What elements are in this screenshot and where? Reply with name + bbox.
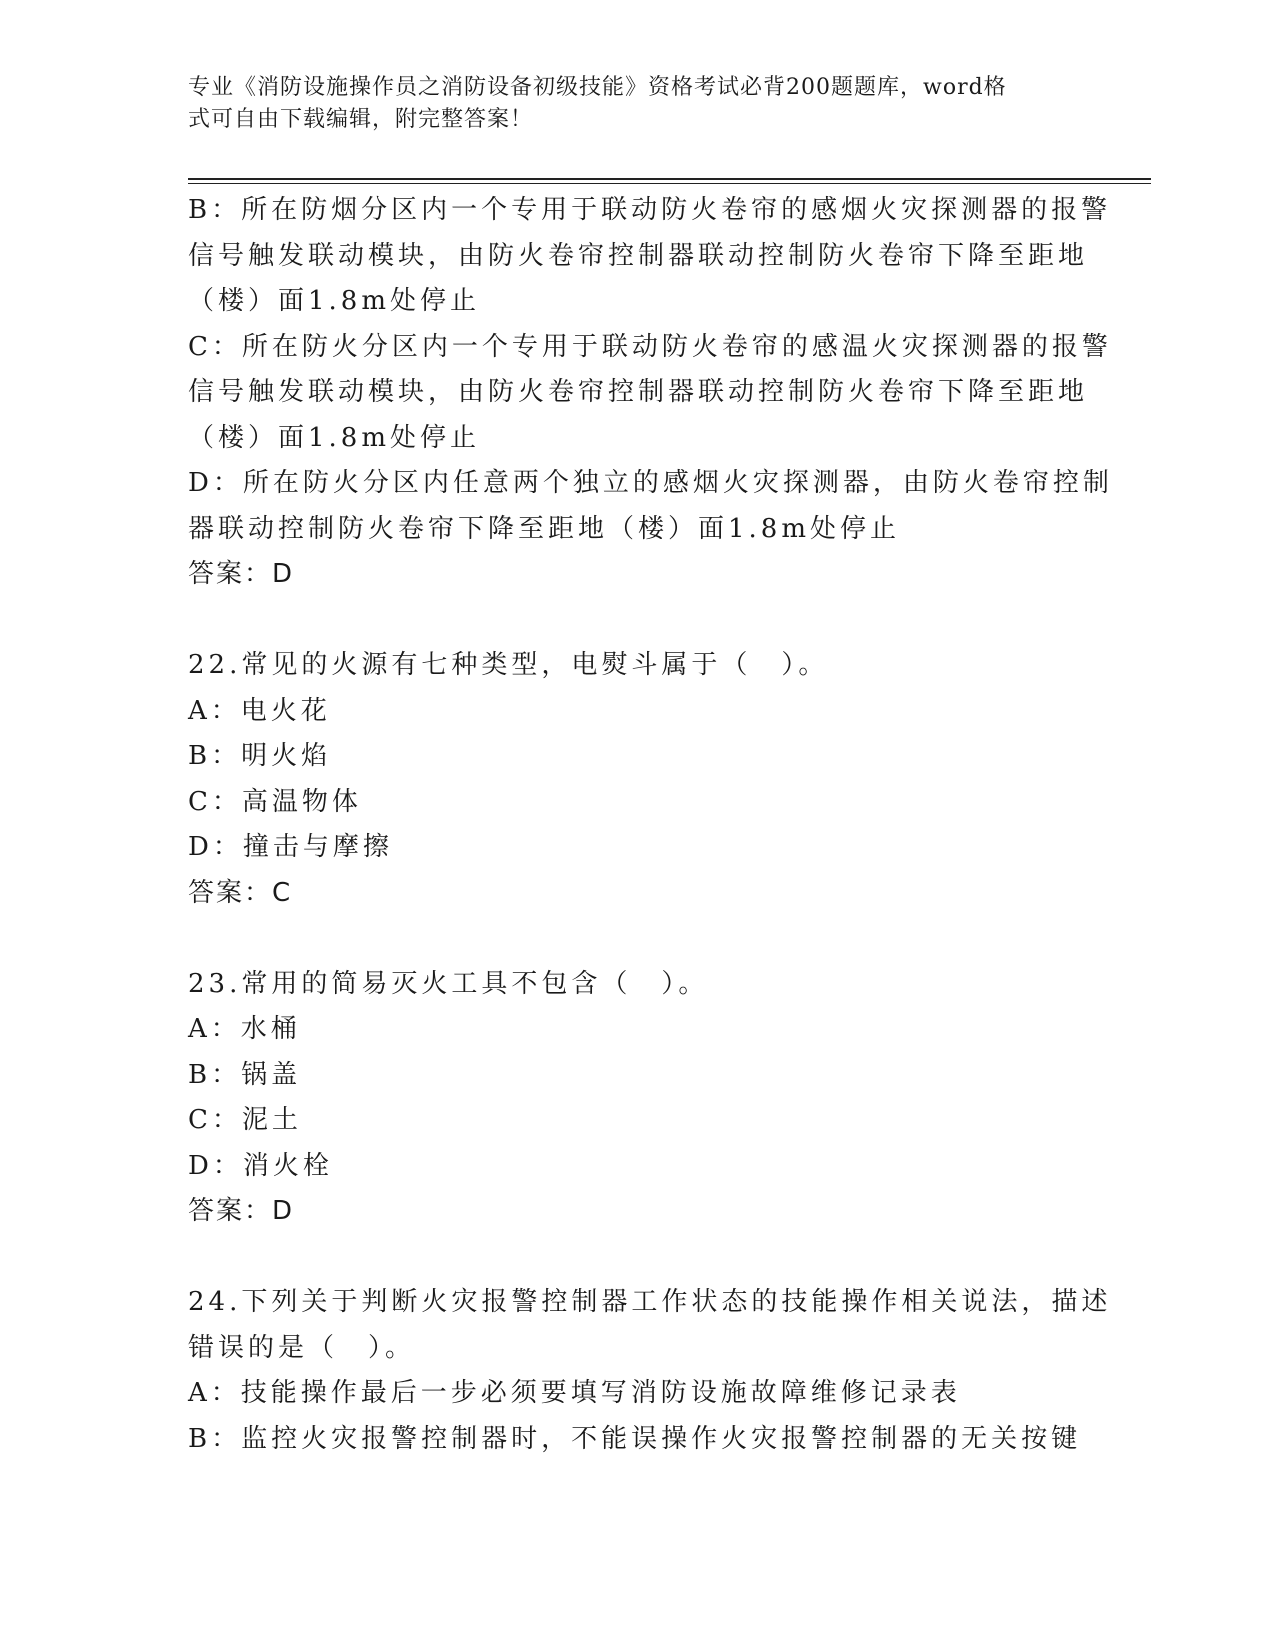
question-22 <box>188 643 1088 916</box>
answer-23: 答案：D <box>188 1196 295 1226</box>
spacer <box>188 598 1088 644</box>
question-24-stem-line-2: 错误的是（ ）。 <box>188 1332 416 1363</box>
header-rule-thin <box>188 183 1151 184</box>
option-d-line-1: D：所在防火分区内任意两个独立的感烟火灾探测器，由防火卷帘控制 <box>188 468 1113 498</box>
question-24-option-a: A：技能操作最后一步必须要填写消防设施故障维修记录表 <box>188 1378 961 1408</box>
question-23-option-d: D：消火栓 <box>188 1150 333 1181</box>
header-line-2: 式可自由下载编辑，附完整答案！ <box>188 107 534 132</box>
question-21-continued <box>188 188 1113 598</box>
option-c-line-2: 信号触发联动模块，由防火卷帘控制器联动控制防火卷帘下降至距地 <box>188 377 1089 407</box>
option-b-line-2: 信号触发联动模块，由防火卷帘控制器联动控制防火卷帘下降至距地 <box>188 240 1089 271</box>
question-22-option-d: D：撞击与摩擦 <box>188 832 393 862</box>
option-c-line-3: （楼）面1.8m处停止 <box>188 422 481 453</box>
option-b-line-1: B：所在防烟分区内一个专用于联动防火卷帘的感烟火灾探测器的报警 <box>188 195 1112 225</box>
spacer <box>188 1235 1088 1281</box>
question-24-stem-line-1: 24.下列关于判断火灾报警控制器工作状态的技能操作相关说法，描述 <box>188 1287 1112 1317</box>
question-22-stem: 22.常见的火源有七种类型，电熨斗属于（ ）。 <box>188 650 829 680</box>
question-23 <box>188 962 1088 1235</box>
header-line-1: 专业《消防设施操作员之消防设备初级技能》资格考试必背200题题库，word格 <box>188 75 1007 100</box>
option-d-line-2: 器联动控制防火卷帘下降至距地（楼）面1.8m处停止 <box>188 513 901 544</box>
option-c-line-1: C：所在防火分区内一个专用于联动防火卷帘的感温火灾探测器的报警 <box>188 331 1112 362</box>
question-22-option-b: B：明火焰 <box>188 741 332 771</box>
spacer <box>188 916 1088 962</box>
question-23-option-a: A：水桶 <box>188 1014 301 1044</box>
option-b-line-3: （楼）面1.8m处停止 <box>188 286 481 316</box>
question-24 <box>188 1280 1112 1462</box>
question-content <box>188 188 1113 1462</box>
question-23-stem: 23.常用的简易灭火工具不包含（ ）。 <box>188 968 709 999</box>
question-22-option-c: C：高温物体 <box>188 786 362 817</box>
question-24-option-b: B：监控火灾报警控制器时，不能误操作火灾报警控制器的无关按键 <box>188 1423 1082 1454</box>
question-22-option-a: A：电火花 <box>188 695 331 726</box>
answer-21: 答案：D <box>188 559 295 589</box>
question-23-option-b: B：锅盖 <box>188 1059 302 1090</box>
question-23-option-c: C：泥土 <box>188 1105 302 1135</box>
answer-22: 答案：C <box>188 877 293 908</box>
header-rule-thick <box>188 178 1151 180</box>
document-header <box>188 72 1068 136</box>
